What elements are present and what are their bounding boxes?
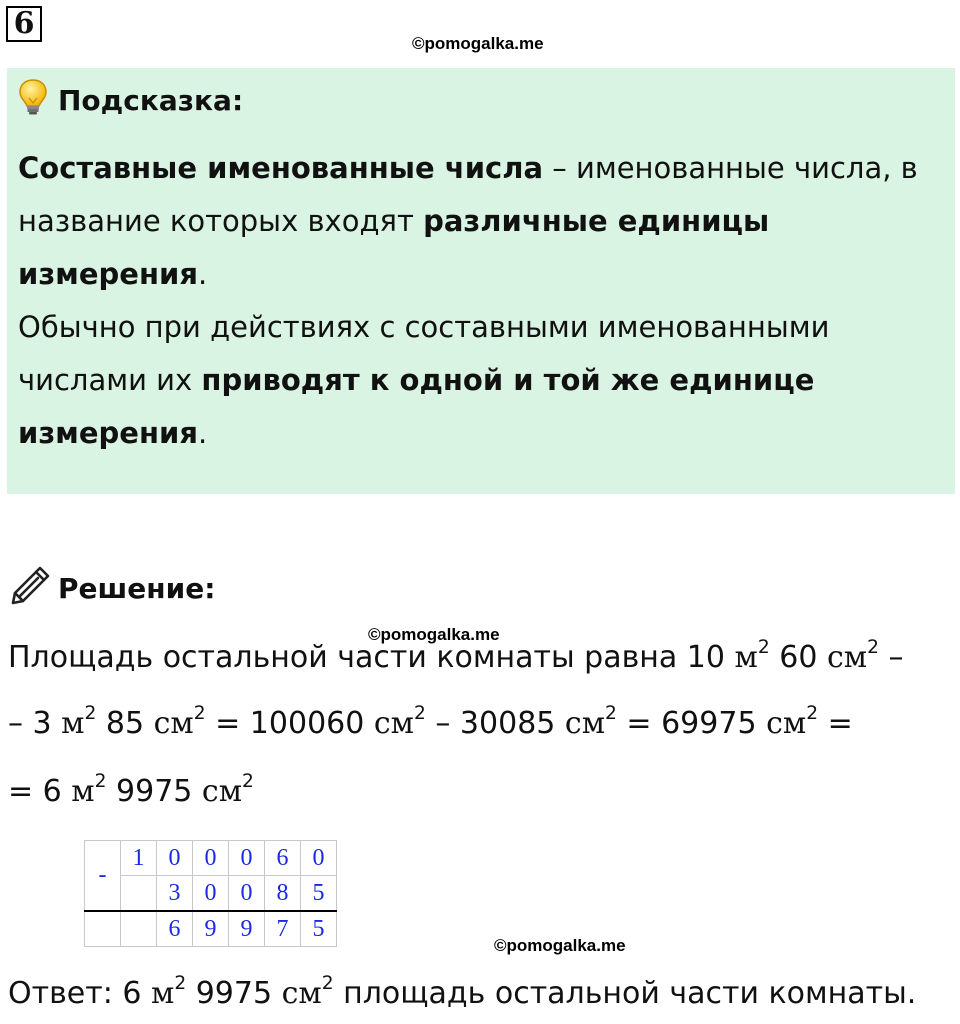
exponent: 2 [84,703,97,725]
text: = [818,706,853,741]
text: 9975 [106,774,202,809]
answer-line [8,973,917,1011]
text: – 3 [8,706,62,741]
hint-paragraph-2 [18,301,938,460]
digit: 0 [229,841,265,876]
unit: см [153,706,194,741]
unit: м [734,640,758,675]
digit: 7 [265,911,301,947]
unit: м [150,976,175,1011]
digit: 1 [121,841,157,876]
exponent: 2 [174,973,187,995]
exponent: 2 [867,637,879,659]
hint-text [18,142,938,460]
digit: 9 [193,911,229,947]
digit: 5 [301,911,337,947]
unit: м [61,706,85,741]
exponent: 2 [321,973,334,995]
hint-title: Подсказка: [58,83,244,117]
hint-p2-text: Обычно при действиях с составными именованными числами их [18,310,830,397]
minus-sign: - [85,841,121,912]
minuend-row [85,841,337,876]
exponent: 2 [242,771,254,793]
digit: 0 [157,841,193,876]
solution-header [10,566,215,610]
text: 9975 [186,976,282,1011]
unit: см [373,706,415,741]
task-number: 6 [6,6,42,42]
exponent: 2 [193,703,206,725]
pencil-icon [10,564,52,613]
hint-p2-end: . [197,416,208,450]
solution-line-2 [8,703,853,741]
digit: 0 [301,841,337,876]
difference-row [85,911,337,947]
column-subtraction [84,840,337,947]
watermark-top: ©pomogalka.me [412,34,544,53]
empty-cell [85,911,121,947]
watermark-middle: ©pomogalka.me [368,625,500,644]
hint-p1-text: – именованные числа, в название которых входят [18,151,918,238]
hint-paragraph-1 [18,142,938,301]
text: площадь остальной части комнаты. [333,976,917,1011]
text: 85 [96,706,154,741]
lightbulb-icon [18,78,48,123]
text: = 6 [8,774,72,809]
unit: см [201,774,243,809]
exponent: 2 [94,771,107,793]
digit: 6 [265,841,301,876]
digit: 6 [157,911,193,947]
empty-cell [121,876,157,912]
exponent: 2 [414,703,426,725]
text: Ответ: 6 [8,976,151,1011]
text: = 100060 [205,706,374,741]
unit: см [281,976,322,1011]
unit: см [826,640,868,675]
digit: 0 [193,876,229,912]
rule-bold: приводят к одной и той же единице измерения [18,363,815,450]
solution-title: Решение: [58,571,216,605]
text: Площадь остальной части комнаты равна 10 [8,640,735,675]
digit: 9 [229,911,265,947]
exponent: 2 [605,703,617,725]
units-bold: различные единицы измерения [18,204,770,291]
empty-cell [121,911,157,947]
unit: м [71,774,95,809]
unit: см [766,706,807,741]
exponent: 2 [757,637,770,659]
unit: см [564,706,606,741]
digit: 5 [301,876,337,912]
subtrahend-row [85,876,337,912]
digit: 8 [265,876,301,912]
solution-line-3 [8,771,254,809]
hint-header [18,80,243,120]
text: – [878,640,904,675]
hint-p1-end: . [197,257,208,291]
watermark-bottom: ©pomogalka.me [494,936,626,955]
digit: 0 [229,876,265,912]
exponent: 2 [806,703,819,725]
digit: 0 [193,841,229,876]
text: = 69975 [616,706,767,741]
text: – 30085 [425,706,565,741]
solution-line-1 [8,637,904,675]
text: 60 [769,640,827,675]
term-bold: Составные именованные числа [18,151,544,185]
digit: 3 [157,876,193,912]
